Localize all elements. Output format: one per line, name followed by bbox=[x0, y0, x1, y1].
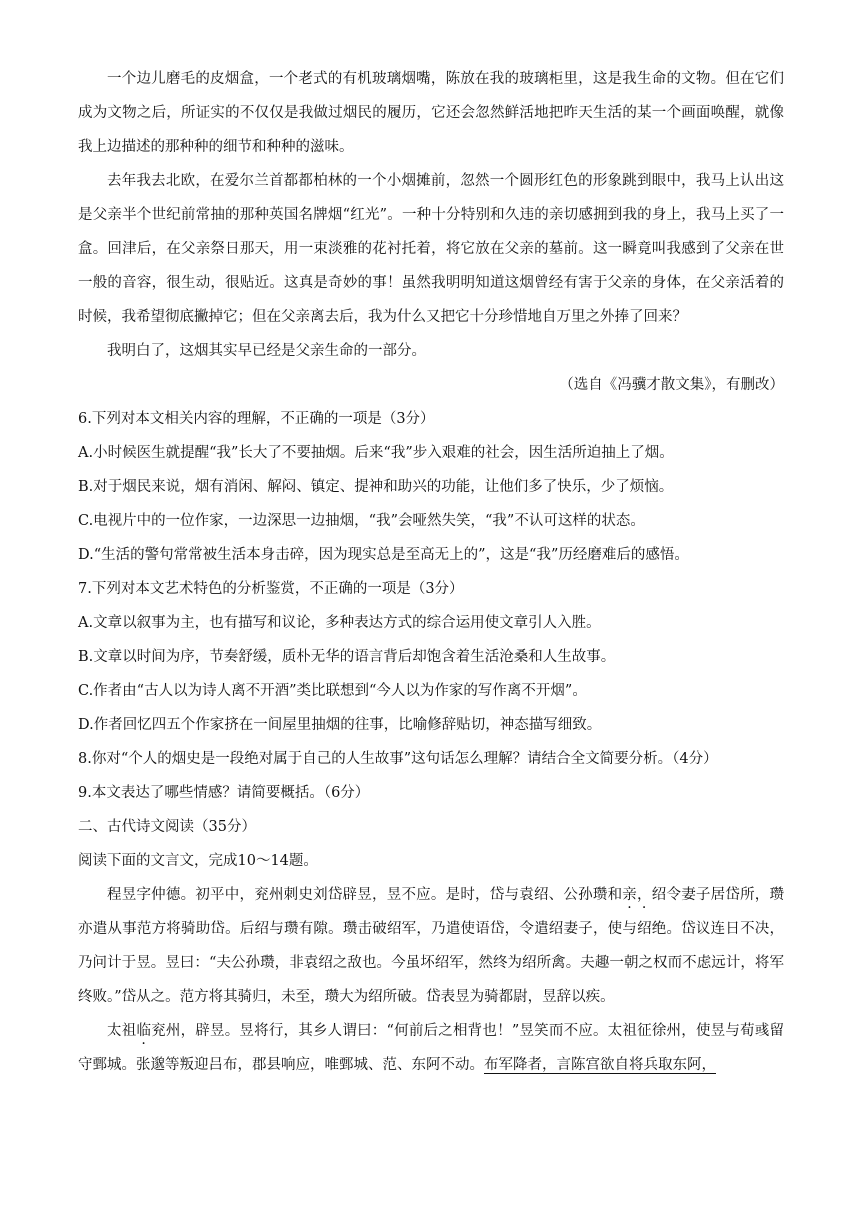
question-6-option-d: D.“生活的警句常常被生活本身击碎，因为现实总是至高无上的”，这是“我”历经磨难后的感悟。 bbox=[78, 547, 689, 563]
question-6-option-b: B.对于烟民来说，烟有消闲、解闷、镇定、提神和助兴的功能，让他们多了快乐，少了烦恼。 bbox=[78, 479, 674, 495]
dotted-character: 祖 bbox=[121, 1023, 137, 1039]
dotted-character: 和 bbox=[607, 887, 623, 903]
question-7-option-c: C.作者由“古人以为诗人离不开酒”类比联想到“今人以为作家的写作离不开烟”。 bbox=[78, 683, 587, 699]
classical-text-segment: 程昱字仲德。初平中，兖州刺史刘岱辟昱，昱不应。是时，岱与袁绍、公孙瓒 bbox=[107, 887, 608, 903]
question-8: 8.你对“个人的烟史是一段绝对属于自己的人生故事”这句话怎么理解？请结合全文简要分析。（4分） bbox=[78, 751, 718, 767]
classical-paragraph-2 bbox=[78, 1014, 784, 1082]
underlined-sentence: 布军降者，言陈宫欲自将兵取东阿， bbox=[484, 1057, 716, 1073]
passage-paragraph-3: 我明白了，这烟其实早已经是父亲生命的一部分。 bbox=[107, 343, 426, 359]
question-6: 6.下列对本文相关内容的理解，不正确的一项是（3分） bbox=[78, 411, 435, 427]
passage-paragraph-1: 一个边儿磨毛的皮烟盒，一个老式的有机玻璃烟嘴，陈放在我的玻璃柜里，这是我生命的文物。但在它们成为文物之后，所证实的不仅仅是我做过烟民的履历，它还会忽然鲜活地把昨天生活的某一个画面唤醒，就像我上边描述的那种种的细节和种种的滋味。 bbox=[78, 71, 784, 155]
question-6-option-c: C.电视片中的一位作家，一边深思一边抽烟，“我”会哑然失笑，“我”不认可这样的状态。 bbox=[78, 513, 645, 529]
question-7: 7.下列对本文艺术特色的分析鉴赏，不正确的一项是（3分） bbox=[78, 581, 464, 597]
question-7-option-d: D.作者回忆四五个作家挤在一间屋里抽烟的往事，比喻修辞贴切，神态描写细致。 bbox=[78, 717, 602, 733]
question-7-option-b: B.文章以时间为序，节奏舒缓，质朴无华的语言背后却饱含着生活沧桑和人生故事。 bbox=[78, 649, 616, 665]
dotted-character: 亲 bbox=[622, 887, 638, 903]
passage-source: （选自《冯骥才散文集》，有删改） bbox=[559, 377, 784, 393]
classical-text-segment: 临兖州，辟昱。昱将行，其乡人谓曰：“何前后之相背也！”昱笑而不应。太祖征徐州，使昱与荀彧留守鄄城。张邈等叛迎吕布，郡县响应，唯鄄城、范、东阿不动。 bbox=[78, 1023, 785, 1073]
section-instruction: 阅读下面的文言文，完成10～14题。 bbox=[78, 853, 318, 869]
passage-paragraph-2: 去年我去北欧，在爱尔兰首都都柏林的一个小烟摊前，忽然一个圆形红色的形象跳到眼中，我马上认出这是父亲半个世纪前常抽的那种英国名牌烟“红光”。一种十分特别和久违的亲切感拥到我的身上，我马上买了一盒。回津后，在父亲祭日那天，用一束淡雅的花衬托着，将它放在父亲的墓前。这一瞬竟叫我感到了父亲在世一般的音容，很生动，很贴近。这真是奇妙的事！虽然我明明知道这烟曾经有害于父亲的身体，在父亲活着的时候，我希望彻底撇掉它；但在父亲离去后，我为什么又把它十分珍惜地自万里之外捧了回来？ bbox=[78, 173, 784, 325]
section-heading: 二、古代诗文阅读（35分） bbox=[78, 819, 256, 835]
classical-paragraph-1 bbox=[78, 878, 784, 1014]
classical-text-segment: 太 bbox=[107, 1023, 122, 1039]
classical-text-segment: ，绍令妻子居岱所，瓒亦遣从事范方将骑助岱。后绍与瓒有隙。瓒击破绍军，乃遣使语岱，令遣绍妻子，使与绍绝。岱议连日不决，乃问计于昱。昱曰：“夫公孙瓒，非袁绍之敌也。今虽坏绍军，然终为绍所禽。夫趣一朝之权而不虑远计，将军终败。”岱从之。范方将其骑归，未至，瓒大为绍所破。岱表昱为骑都尉，昱辞以疾。 bbox=[78, 887, 785, 1005]
question-7-option-a: A.文章以叙事为主，也有描写和议论，多种表达方式的综合运用使文章引人入胜。 bbox=[78, 615, 601, 631]
document-page bbox=[78, 62, 784, 1082]
question-6-option-a: A.小时候医生就提醒“我”长大了不要抽烟。后来“我”步入艰难的社会，因生活所迫抽上了烟。 bbox=[78, 445, 674, 461]
question-9: 9.本文表达了哪些情感？请简要概括。（6分） bbox=[78, 785, 370, 801]
